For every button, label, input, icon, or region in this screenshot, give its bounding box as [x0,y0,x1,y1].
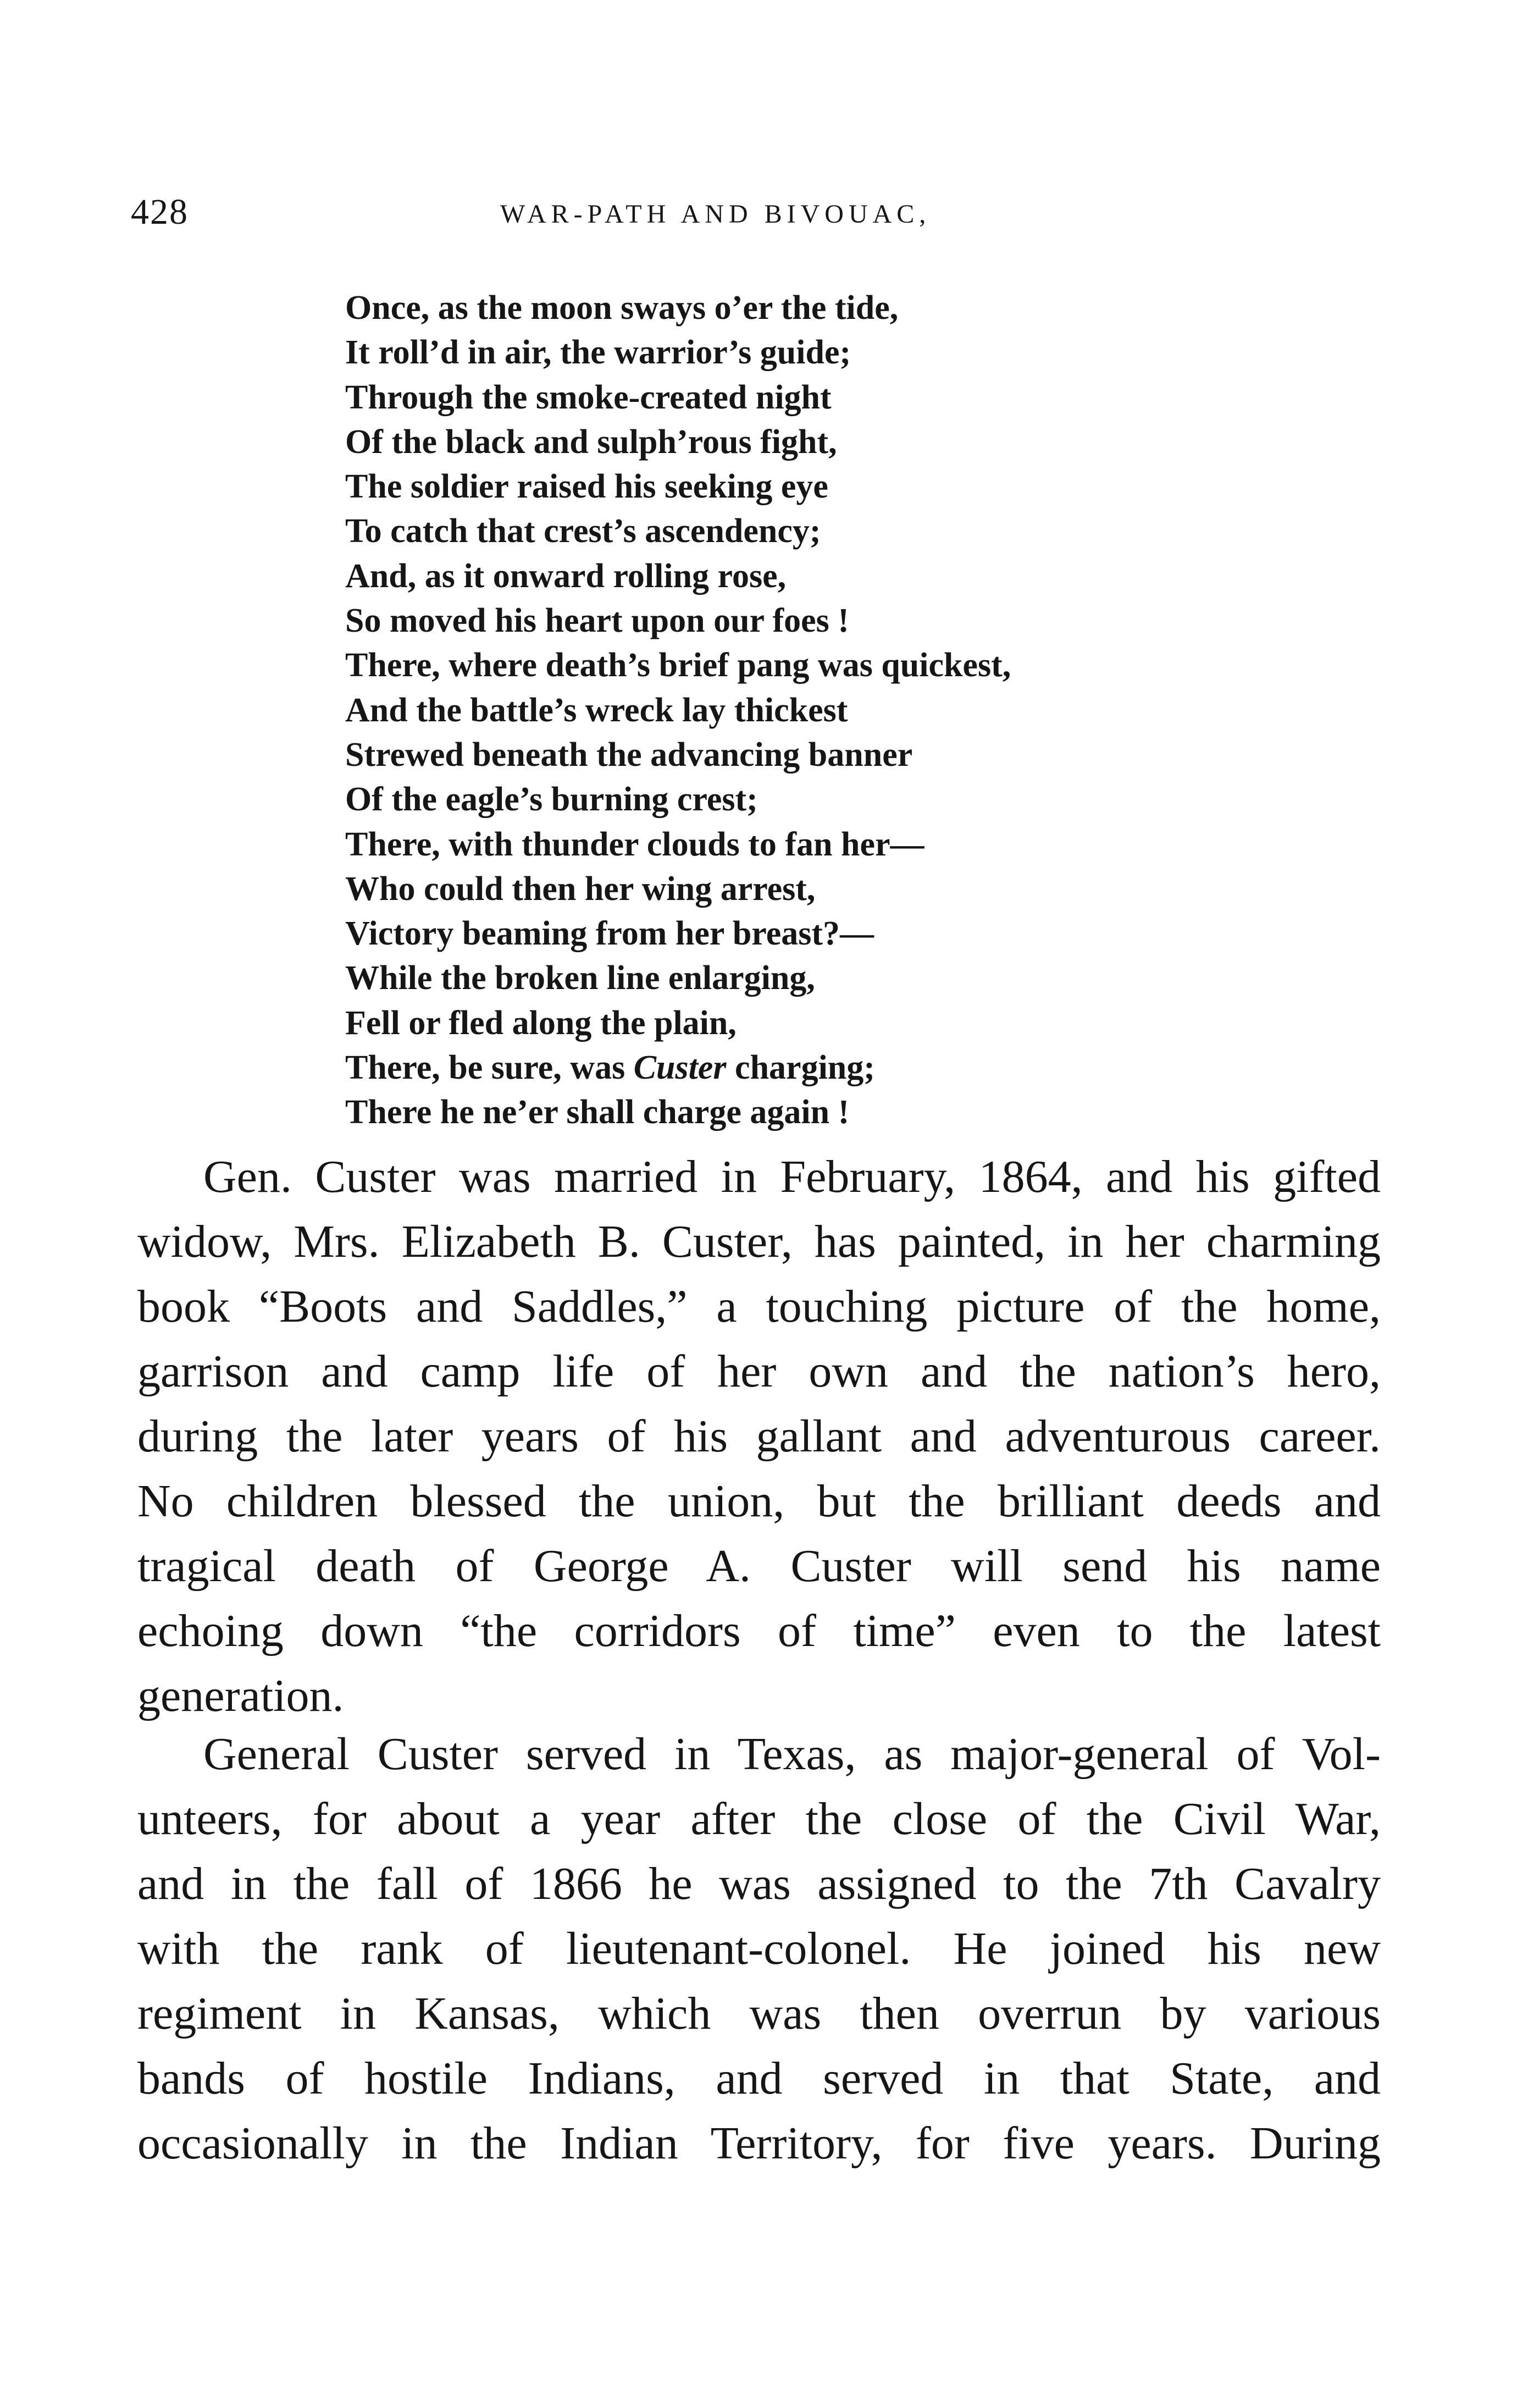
prose-line: tragical death of George A. Custer will send his name [137,1540,1381,1592]
poem-line: To catch that crest’s ascendency; [345,512,821,550]
prose-line: No children blessed the union, but the brilliant deeds and [137,1476,1381,1527]
poem-line: Of the black and sulph’rous fight, [345,423,837,461]
prose-line: bands of hostile Indians, and served in that State, and [137,2053,1381,2104]
poem-line: Who could then her wing arrest, [345,870,816,908]
poem-line: Strewed beneath the advancing banner [345,736,913,774]
page-number: 428 [131,192,189,232]
poem-line: Victory beaming from her breast?— [345,915,874,953]
poem-line-start: There, be sure, was [345,1049,625,1087]
poem-line-custer [345,1046,1011,1090]
prose-line: garrison and camp life of her own and the nation’s hero, [137,1346,1381,1397]
poem-line: There he ne’er shall charge again ! [345,1093,850,1131]
poem-line: Fell or fled along the plain, [345,1004,737,1042]
paragraph-marriage [137,1145,1381,1728]
prose-line: book “Boots and Saddles,” a touching picture of the home, [137,1281,1381,1332]
prose-line: unteers, for about a year after the close of the Civil War, [137,1793,1381,1844]
poem [345,286,1011,1135]
poem-line: And, as it onward rolling rose, [345,557,787,595]
running-head: WAR-PATH AND BIVOUAC, [500,200,931,229]
prose-line: generation. [137,1670,344,1721]
prose-line: echoing down “the corridors of time” even to the latest [137,1605,1381,1656]
prose-line: regiment in Kansas, which was then overrun by various [137,1988,1381,2039]
prose-line: during the later years of his gallant and adventurous career. [137,1411,1381,1462]
prose-line: occasionally in the Indian Territory, for five years. During [137,2118,1381,2169]
poem-line: Once, as the moon sways o’er the tide, [345,289,899,327]
poem-line: So moved his heart upon our foes ! [345,602,849,640]
paragraph-service [137,1722,1381,2176]
prose-line: Gen. Custer was married in February, 1864, and his gifted [203,1151,1381,1202]
poem-line: Through the smoke-created night [345,378,832,416]
poem-line-end: charging; [735,1049,875,1087]
poem-line: While the broken line enlarging, [345,959,815,997]
poem-line: The soldier raised his seeking eye [345,468,828,506]
prose-line: widow, Mrs. Elizabeth B. Custer, has painted, in her charming [137,1216,1381,1267]
prose-line: General Custer served in Texas, as major-general of Vol- [203,1728,1381,1780]
poem-line: There, where death’s brief pang was quickest, [345,647,1011,684]
prose-line: and in the fall of 1866 he was assigned to the 7th Cavalry [137,1858,1381,1909]
poem-line: Of the eagle’s burning crest; [345,781,758,819]
poem-italic-name: Custer [633,1049,727,1087]
prose-line: with the rank of lieutenant-colonel. He joined his new [137,1923,1381,1974]
poem-line: There, with thunder clouds to fan her— [345,825,924,863]
poem-line: And the battle’s wreck lay thickest [345,691,848,729]
poem-line: It roll’d in air, the warrior’s guide; [345,334,851,372]
